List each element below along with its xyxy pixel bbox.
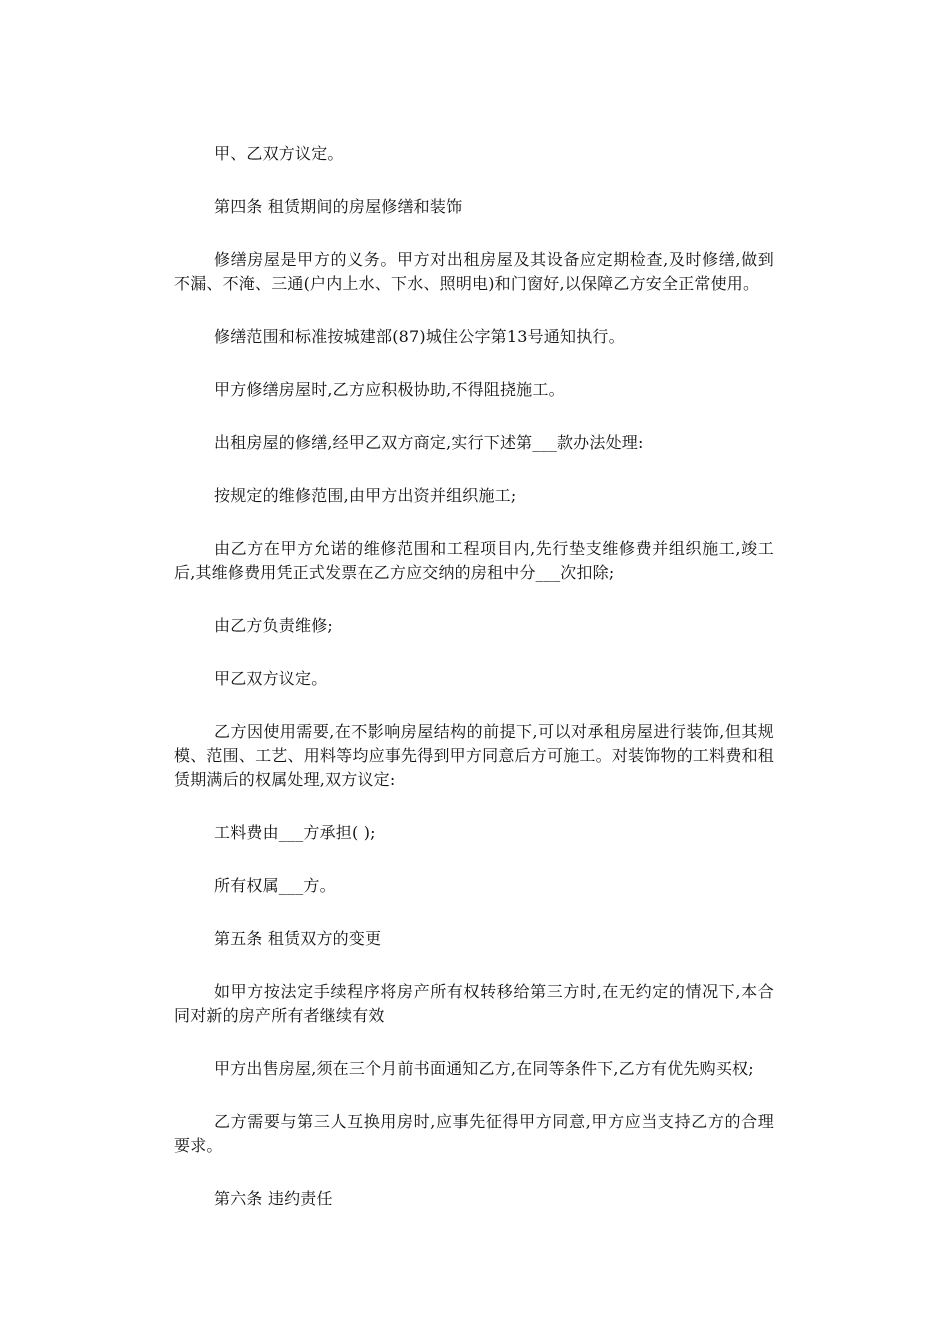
section-heading: 第六条 违约责任 [214, 1189, 333, 1208]
paragraph: 所有权属___方。 [214, 876, 336, 895]
paragraph: 甲方修缮房屋时,乙方应积极协助,不得阻挠施工。 [214, 380, 565, 399]
paragraph: 按规定的维修范围,由甲方出资并组织施工; [214, 486, 517, 505]
paragraph: 如甲方按法定手续程序将房产所有权转移给第三方时,在无约定的情况下,本合同对新的房产所有者继续有效 [174, 982, 774, 1025]
paragraph: 乙方因使用需要,在不影响房屋结构的前提下,可以对承租房屋进行装饰,但其规模、范围、工艺、用料等均应事先得到甲方同意后方可施工。对装饰物的工料费和租赁期满后的权属处理,双方议定: [174, 722, 774, 789]
paragraph: 甲方出售房屋,须在三个月前书面通知乙方,在同等条件下,乙方有优先购买权; [214, 1059, 754, 1078]
section-heading: 第四条 租赁期间的房屋修缮和装饰 [214, 197, 463, 216]
section-heading: 第五条 租赁双方的变更 [214, 929, 382, 948]
paragraph: 工料费由___方承担( ); [214, 823, 376, 842]
paragraph: 乙方需要与第三人互换用房时,应事先征得甲方同意,甲方应当支持乙方的合理要求。 [174, 1112, 774, 1155]
paragraph: 甲、乙双方议定。 [214, 144, 344, 163]
document-body [174, 142, 774, 1240]
paragraph: 出租房屋的修缮,经甲乙双方商定,实行下述第___款办法处理: [214, 433, 644, 452]
paragraph: 甲乙双方议定。 [214, 669, 328, 688]
paragraph: 修缮房屋是甲方的义务。甲方对出租房屋及其设备应定期检查,及时修缮,做到不漏、不淹、三通(户内上水、下水、照明电)和门窗好,以保障乙方安全正常使用。 [174, 250, 774, 293]
paragraph: 修缮范围和标准按城建部(87)城住公字第13号通知执行。 [214, 327, 625, 346]
paragraph: 由乙方在甲方允诺的维修范围和工程项目内,先行垫支维修费并组织施工,竣工后,其维修费用凭正式发票在乙方应交纳的房租中分___次扣除; [174, 539, 774, 582]
paragraph: 由乙方负责维修; [214, 616, 333, 635]
